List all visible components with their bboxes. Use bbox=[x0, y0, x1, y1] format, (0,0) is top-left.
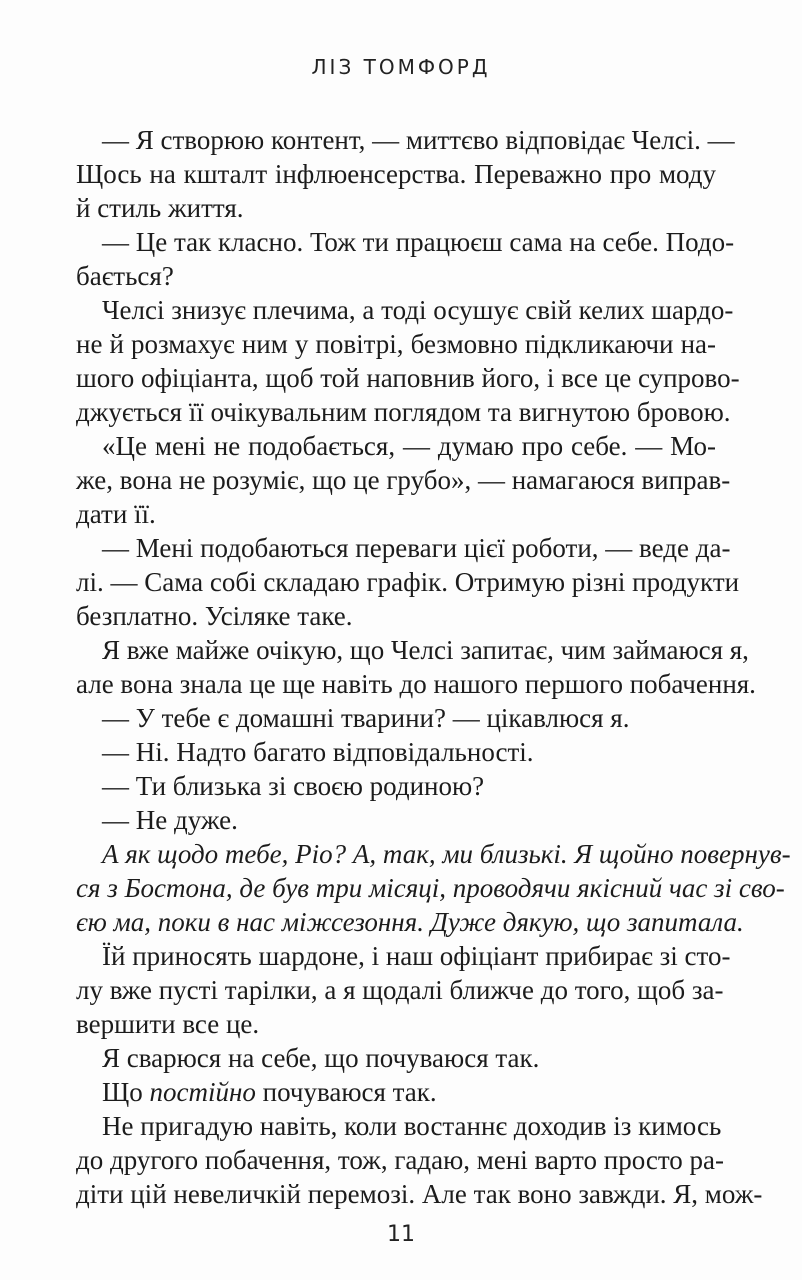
text-line: лі. — Сама собі складаю графік. Отримую різні продукти bbox=[76, 567, 740, 597]
text-line: не й розмахує ним у повітрі, безмовно підкликаючи на- bbox=[76, 329, 716, 359]
text-line: лу вже пусті тарілки, а я щодалі ближче до того, щоб за- bbox=[76, 975, 724, 1005]
text-line: — Це так класно. Тож ти працюєш сама на себе. Подо- bbox=[102, 227, 735, 257]
text-line: й стиль життя. bbox=[76, 193, 244, 223]
text-line: бається? bbox=[76, 261, 174, 291]
text-line: — Я створюю контент, — миттєво відповідає Челсі. — bbox=[102, 125, 735, 155]
text-line: «Це мені не подобається, — думаю про себе. — Мо- bbox=[102, 431, 716, 461]
italic-text-line: А як щодо тебе, Ріо? А, так, ми близькі. Я щойно повернув- bbox=[102, 839, 791, 869]
text-line: же, вона не розуміє, що це грубо», — намагаюся виправ- bbox=[76, 465, 731, 495]
text-line: шого офіціанта, щоб той наповнив його, і все це супрово- bbox=[76, 363, 740, 393]
text-line: джується її очікувальним поглядом та вигнутою бровою. bbox=[76, 397, 731, 427]
text-line: — Ні. Надто багато відповідальності. bbox=[102, 737, 534, 767]
text-line: але вона знала це ще навіть до нашого першого побачення. bbox=[76, 669, 756, 699]
text-line: Я вже майже очікую, що Челсі запитає, чим займаюся я, bbox=[102, 635, 749, 665]
text-segment: почуваюся так. bbox=[255, 1077, 437, 1107]
text-line: Челсі знизує плечима, а тоді осушує свій келих шардо- bbox=[102, 295, 734, 325]
emphasis-word: постійно bbox=[149, 1077, 256, 1107]
text-line: Не пригадую навіть, коли востаннє доходив із кимось bbox=[102, 1111, 722, 1141]
running-head: ЛІЗ ТОМФОРД bbox=[311, 55, 491, 79]
text-line: діти цій невеличкій перемозі. Але так воно завжди. Я, мож- bbox=[76, 1179, 763, 1209]
text-line: дати її. bbox=[76, 499, 156, 529]
text-line: — Ти близька зі своєю родиною? bbox=[102, 771, 485, 801]
text-line: безплатно. Усіляке таке. bbox=[76, 601, 353, 631]
text-line: — Не дуже. bbox=[102, 805, 238, 835]
text-line: вершити все це. bbox=[76, 1009, 260, 1039]
italic-text-line: єю ма, поки в нас міжсезоння. Дуже дякую, що запитала. bbox=[76, 907, 744, 937]
text-line: Їй приносять шардоне, і наш офіціант прибирає зі сто- bbox=[102, 941, 731, 971]
text-line: — Мені подобаються переваги цієї роботи, — веде да- bbox=[102, 533, 731, 563]
text-segment: Що bbox=[102, 1077, 150, 1107]
page-number: 11 bbox=[387, 1222, 415, 1247]
text-line: Щось на кшталт інфлюенсерства. Переважно про моду bbox=[76, 159, 716, 189]
text-line: до другого побачення, тож, гадаю, мені варто просто ра- bbox=[76, 1145, 725, 1175]
text-line: Я сварюся на себе, що почуваюся так. bbox=[102, 1043, 540, 1073]
text-line bbox=[76, 1075, 716, 1109]
text-line: — У тебе є домашні тварини? — цікавлюся я. bbox=[102, 703, 630, 733]
italic-text-line: ся з Бостона, де був три місяці, проводячи якісний час зі сво- bbox=[76, 873, 785, 903]
